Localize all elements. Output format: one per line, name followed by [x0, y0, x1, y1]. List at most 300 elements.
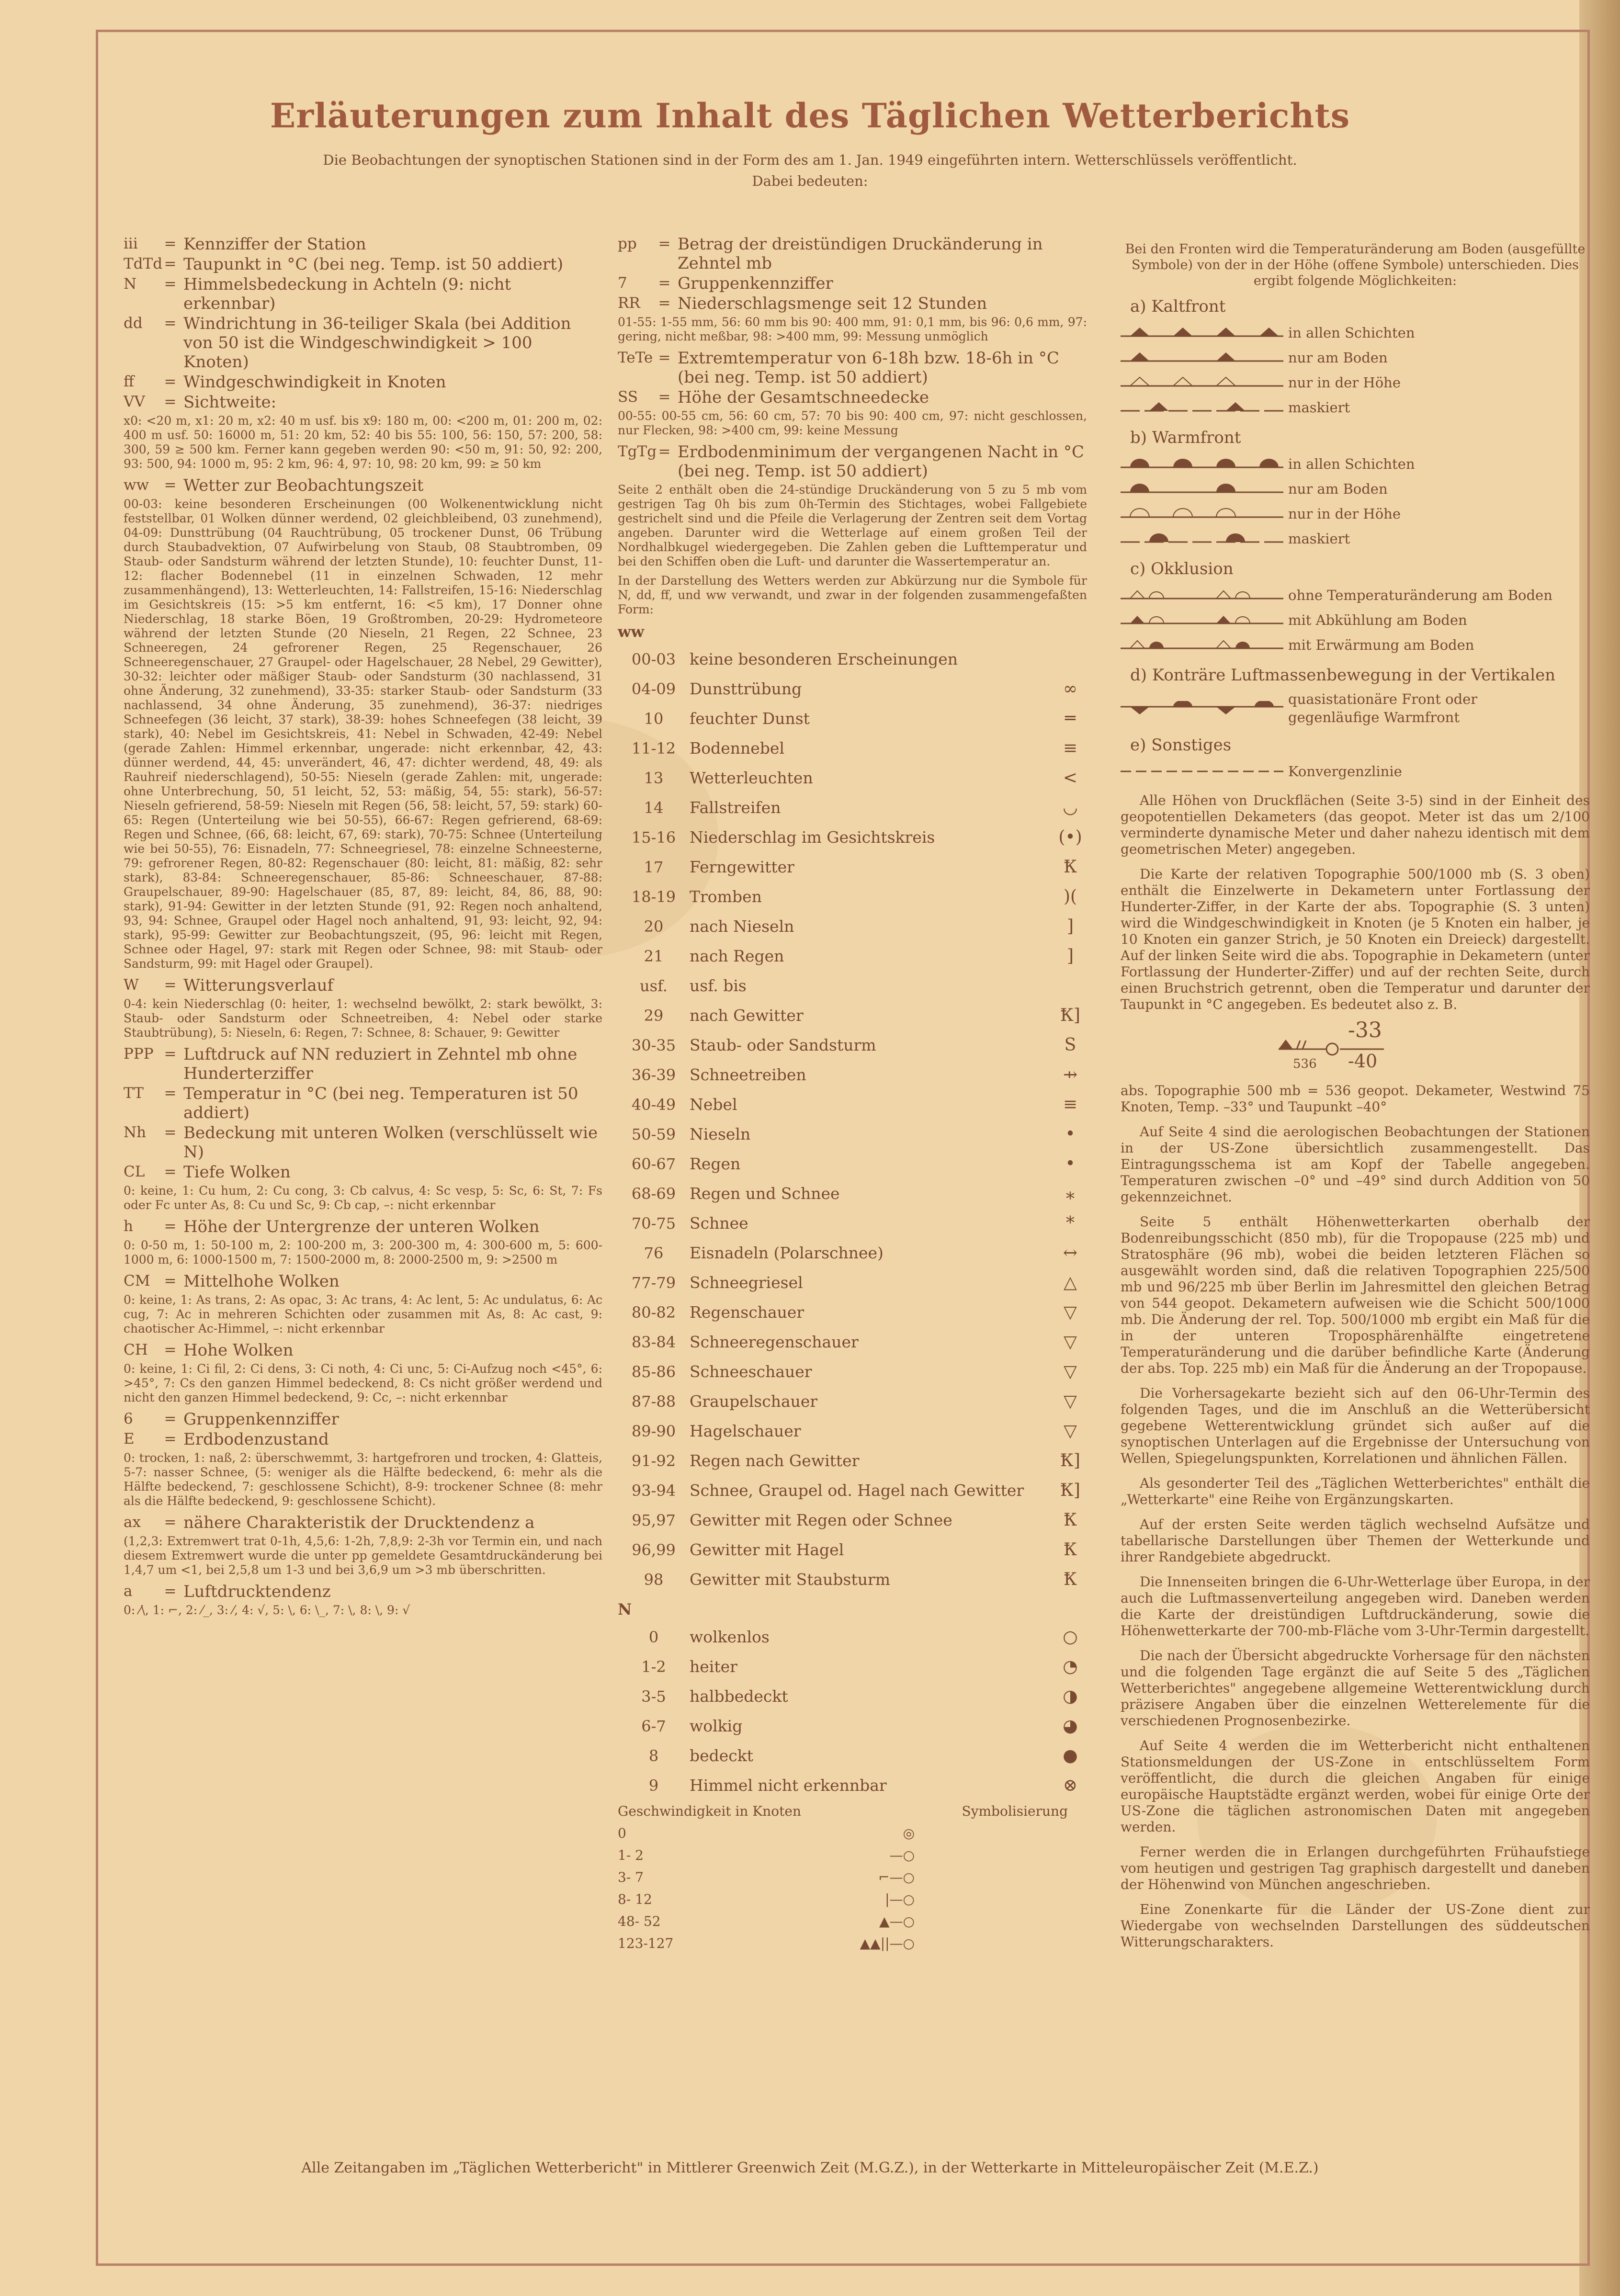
wind-header-right: Symbolisierung [962, 1803, 1068, 1819]
entry-symbol: TeTe [618, 349, 653, 366]
entry-symbol: 6 [124, 1410, 133, 1427]
wind-barb-icon: ⌐—○ [878, 1869, 915, 1885]
paragraph-erlangen: Ferner werden die in Erlangen durchgeführten Frühaufstiege vom heutigen und gestrigen Tag graphisch dargestellt und daneben der Höhenwind von München angeschrieben. [1121, 1844, 1590, 1892]
weather-symbol-icon: ▽ [1064, 1302, 1077, 1322]
ww-code: 87-88 [631, 1392, 676, 1411]
wind_rows-row [618, 1933, 1087, 1955]
entry-h [124, 1217, 602, 1236]
weather-symbol-icon: Ꝁ [1064, 1510, 1077, 1530]
ww-code: 13 [644, 769, 664, 787]
weather-symbol-icon: )( [1063, 887, 1077, 906]
entry-symbol: CM [124, 1272, 150, 1289]
weather-symbol-icon: ▽ [1064, 1391, 1077, 1411]
ww-description: Regen und Schnee [690, 1184, 840, 1203]
weather-symbol-icon: ▽ [1064, 1332, 1077, 1352]
ww-description: Nieseln [690, 1125, 751, 1143]
ww-description: Fallstreifen [690, 798, 781, 817]
ww_rows-row [618, 1209, 1087, 1238]
ww_rows-row [618, 763, 1087, 793]
entry-symbol: Nh [124, 1124, 147, 1141]
entry-ww [124, 476, 602, 495]
entry-detail: x0: <20 m, x1: 20 m, x2: 40 m usf. bis x9: 180 m, 00: <200 m, 01: 200 m, 02: 400 m usf. 50: 16000 m, 51: 20 km, 52: 40 bis 55: 100, 56: 150, 57: 200, 58: 300, 59 ≥ 500 km. Ferner kann gegeben werden 90: <50 m, 91: 50, 92: 200, 93: 500, 94: 1000 m, 95: 2 km, 96: 4, 97: 10, 98: 20 km, 99: ≥ 50 km [124, 414, 602, 471]
cloud-cover-code: 6-7 [641, 1717, 666, 1735]
entry-label: Gruppenkennziffer [183, 1410, 339, 1429]
equals-sign: = [164, 255, 177, 272]
ww-description: Schneeschauer [690, 1362, 812, 1381]
entry-ppp [124, 1045, 602, 1083]
equals-sign: = [164, 1045, 177, 1063]
entry-symbol: TdTd [124, 255, 163, 272]
equals-sign: = [164, 1341, 177, 1358]
paragraph-zone-map: Eine Zonenkarte für die Länder der US-Zone dient zur Wiedergabe von wechselnden Darstellungen des süddeutschen Witterungscharakters. [1121, 1901, 1590, 1950]
entry-cl [124, 1163, 602, 1182]
equals-sign: = [164, 1583, 177, 1600]
ww-code: usf. [640, 977, 668, 995]
warm-front-altitude-icon [1121, 507, 1283, 521]
entry-symbol: dd [124, 315, 143, 332]
n-header: N [618, 1600, 632, 1618]
entry-symbol: TT [124, 1085, 144, 1102]
entry-detail: 0: keine, 1: Ci fil, 2: Ci dens, 3: Ci noth, 4: Ci unc, 5: Ci-Aufzug noch <45°, 6: >45°, 7: Cs den ganzen Himmel bedeckend, 8: Cs nicht größer werdend und nicht den ganzen Himmel bedeckend, 9: Cc, –: nicht erkennbar [124, 1362, 602, 1404]
entry-tgtg [618, 442, 1087, 481]
warm-front-title: b) Warmfront [1130, 428, 1241, 447]
entry-label: Kennziffer der Station [183, 235, 366, 254]
weather-symbol-icon: * [1066, 1213, 1075, 1233]
front-row [1121, 452, 1590, 476]
entry-seven [618, 274, 1087, 293]
weather-symbol-icon: ≡ [1063, 738, 1078, 758]
paragraph-seite4: Auf Seite 4 sind die aerologischen Beobachtungen der Stationen in der US-Zone übersichtlich zusammengestellt. Das Eintragungsschema ist am Kopf der Tabelle angegeben. Temperaturen zwischen –0° und –49° sind durch Addition von 50 gekennzeichnet. [1121, 1124, 1590, 1205]
ww_rows-row [618, 1505, 1087, 1535]
entry-rr [618, 294, 1087, 313]
ww-description: Wetterleuchten [690, 769, 813, 787]
entry-pp [618, 235, 1087, 273]
entry-tdtd [124, 255, 602, 274]
ww-description: Regenschauer [690, 1303, 804, 1322]
weather-symbol-icon: △ [1064, 1273, 1077, 1292]
front-row [1121, 526, 1590, 551]
front-label: Konvergenzlinie [1288, 763, 1402, 780]
convergence-line-icon [1121, 764, 1283, 779]
entry-label: Taupunkt in °C (bei neg. Temp. ist 50 addiert) [183, 255, 564, 274]
ww_rows-row [618, 852, 1087, 882]
paragraph-example: abs. Topographie 500 mb = 536 geopot. Dekameter, Westwind 75 Knoten, Temp. –33° und Taupunkt –40° [1121, 1083, 1590, 1115]
ww-code: 95,97 [632, 1511, 676, 1529]
ww_rows-row [618, 823, 1087, 852]
entry-label: Hohe Wolken [183, 1341, 294, 1360]
weather-symbol-icon: ↔ [1063, 1243, 1078, 1263]
ww-code: 11-12 [631, 739, 676, 758]
front-row [1121, 633, 1590, 657]
wind_rows-row [618, 1866, 1087, 1889]
entry-detail: 01-55: 1-55 mm, 56: 60 mm bis 90: 400 mm, 91: 0,1 mm, bis 96: 0,6 mm, 97: gering, nicht meßbar, 98: >400 mm, 99: Messung unmöglich [618, 315, 1087, 343]
ww_rows-row [618, 941, 1087, 971]
ww-code: 89-90 [631, 1422, 676, 1440]
entry-label: Wetter zur Beobachtungszeit [183, 476, 424, 495]
entry-symbol: iii [124, 235, 138, 252]
occlusion-cooling-icon [1121, 613, 1283, 627]
cloud-cover-icon: ● [1063, 1746, 1078, 1765]
ww-code: 80-82 [631, 1303, 676, 1322]
weather-symbol-icon: Ꝁ [1064, 1570, 1077, 1589]
ww-description: Bodennebel [690, 739, 785, 758]
ww_rows-row [618, 1030, 1087, 1060]
cloud-cover-description: wolkenlos [690, 1628, 770, 1646]
paragraph-forecast: Die Vorhersagekarte bezieht sich auf den 06-Uhr-Termin des folgenden Tages, und die im Anschluß an die Wetterübersicht gegebene Wetterentwicklung gründet sich außer auf die synoptischen Unterlagen auf die Ergebnisse der Untersuchung von Wellen, Spiegelungspunkten, Korrelationen und ähnlichen Fällen. [1121, 1385, 1590, 1466]
other-title: e) Sonstiges [1130, 735, 1232, 755]
cloud-cover-code: 8 [648, 1747, 659, 1765]
ww-code: 14 [644, 799, 664, 817]
cloud-cover-description: Himmel nicht erkennbar [690, 1776, 887, 1795]
ww_rows-row [618, 704, 1087, 734]
ww-description: nach Regen [690, 947, 784, 965]
fronts-intro: Bei den Fronten wird die Temperaturänderung am Boden (ausgefüllte Symbole) von der in der Höhe (offene Symbole) unterschieden. Dies ergibt folgende Möglichkeiten: [1125, 242, 1586, 288]
front-row [1121, 395, 1590, 420]
wind-header-left: Geschwindigkeit in Knoten [618, 1803, 801, 1819]
entry-symbol: VV [124, 393, 145, 410]
occlusion-warming-icon [1121, 638, 1283, 652]
ww_rows-row [618, 734, 1087, 763]
entry-symbol: N [124, 275, 137, 293]
entry-label: Temperatur in °C (bei neg. Temperaturen ist 50 addiert) [183, 1084, 578, 1122]
cloud-cover-code: 1-2 [641, 1658, 666, 1676]
weather-symbol-icon: ⇸ [1063, 1065, 1078, 1085]
entry-e [124, 1430, 602, 1449]
entry-nh [124, 1123, 602, 1162]
wind_rows-row [618, 1911, 1087, 1933]
ww_rows-row [618, 1357, 1087, 1387]
front-label: mit Erwärmung am Boden [1288, 637, 1474, 653]
wind_rows-row [618, 1889, 1087, 1911]
n_rows-row [618, 1652, 1087, 1682]
front-label: ohne Temperaturänderung am Boden [1288, 587, 1552, 603]
ww-description: Regen [690, 1154, 741, 1173]
column-middle [618, 235, 1087, 1955]
entry-symbol: 7 [618, 274, 627, 292]
ww_rows-row [618, 912, 1087, 941]
ww-description: feuchter Dunst [690, 709, 810, 728]
ww_rows-row [618, 674, 1087, 704]
entry-label: Extremtemperatur von 6-18h bzw. 18-6h in °C (bei neg. Temp. ist 50 addiert) [678, 349, 1059, 387]
ww_rows-row [618, 1238, 1087, 1268]
ww_rows-row [618, 793, 1087, 823]
front-row [1121, 689, 1590, 727]
footer-note: Alle Zeitangaben im „Täglichen Wetterbericht" in Mittlerer Greenwich Zeit (M.G.Z.), in der Wetterkarte in Mitteleuropäischer Zeit (M.E.Z.) [301, 2160, 1319, 2176]
cold-front-ground-icon [1121, 351, 1283, 365]
weather-symbol-icon: ▽ [1064, 1362, 1077, 1381]
entry-symbol: E [124, 1430, 135, 1448]
weather-symbol-icon: ◡ [1063, 798, 1078, 817]
equals-sign: = [164, 235, 177, 252]
wind_rows-row [618, 1822, 1087, 1844]
equals-sign: = [164, 275, 177, 293]
entry-label: Erdbodenzustand [183, 1430, 329, 1449]
ww_rows-row [618, 971, 1087, 1001]
paragraph-first-page: Auf der ersten Seite werden täglich wechselnd Aufsätze und tabellarische Darstellungen über Themen der Wetterkunde und ihrer Randgebiete abgedruckt. [1121, 1516, 1590, 1565]
cloud-cover-description: wolkig [690, 1717, 743, 1735]
n_rows-row [618, 1711, 1087, 1741]
cold-front-all-layers-icon [1121, 326, 1283, 340]
entry-ch [124, 1341, 602, 1360]
weather-symbol-icon: < [1063, 768, 1078, 788]
wind-speed-code: 48- 52 [618, 1913, 661, 1929]
entry-symbol: a [124, 1583, 133, 1600]
ww-description: Hagelschauer [690, 1422, 801, 1440]
ww_rows-row [618, 1179, 1087, 1209]
ww_rows-row [618, 1387, 1087, 1416]
equals-sign: = [164, 1163, 177, 1180]
entry-detail: 0-4: kein Niederschlag (0: heiter, 1: wechselnd bewölkt, 2: stark bewölkt, 3: Staub- oder Sandsturm oder Schneetreiben, 4: Nebel oder starke Staubtrübung), 5: Nieseln, 6: Regen, 7: Schnee, 8: Schauer, 9: Gewitter [124, 997, 602, 1040]
equals-sign: = [164, 476, 177, 494]
paragraph-stations: Auf Seite 4 werden die im Wetterbericht nicht enthaltenen Stationsmeldungen der US-Zone in entschlüsseltem Form veröffentlicht, die durch die gleichen Angaben für einige europäische Hauptstädte ergänzt werden, wobei für einige Orte der US-Zone die täglichen astronomischen Daten mit angegeben werden. [1121, 1738, 1590, 1835]
entry-symbol: ww [124, 476, 149, 494]
ww-description: Graupelschauer [690, 1392, 818, 1411]
entry-iii [124, 235, 602, 254]
entry-ff [124, 373, 602, 392]
seite2-paragraph-b: In der Darstellung des Wetters werden zur Abkürzung nur die Symbole für N, dd, ff, und ww verwandt, und zwar in der folgenden zusammengefaßten Form: [618, 574, 1087, 616]
n_rows-row [618, 1771, 1087, 1800]
weather-symbol-icon: ∞ [1063, 679, 1077, 699]
cloud-cover-list [618, 1622, 1087, 1800]
weather-symbol-icon: S [1064, 1035, 1076, 1055]
cloud-cover-icon: ○ [1063, 1627, 1078, 1647]
occlusion-title: c) Okklusion [1130, 559, 1234, 578]
entry-detail: 0: ⁄\, 1: ⌐, 2: ⁄_, 3: ⁄, 4: √, 5: \, 6: \_, 7: \, 8: \, 9: √ [124, 1603, 410, 1617]
subtitle-line-2: Dabei bedeuten: [752, 173, 868, 189]
front-row [1121, 476, 1590, 501]
ww-code: 70-75 [631, 1214, 676, 1233]
ww-code: 17 [644, 858, 664, 876]
ww-code: 29 [644, 1007, 664, 1025]
entry-symbol: h [124, 1218, 133, 1235]
ww-description: Eisnadeln (Polarschnee) [690, 1244, 884, 1262]
cloud-cover-code: 0 [648, 1628, 659, 1646]
ww-code: 98 [644, 1571, 664, 1589]
cloud-cover-icon: ◑ [1063, 1686, 1078, 1706]
ww-code: 85-86 [631, 1363, 676, 1381]
entry-label: Bedeckung mit unteren Wolken (verschlüsselt wie N) [183, 1123, 598, 1162]
ww_rows-row [618, 1149, 1087, 1179]
front-label: in allen Schichten [1288, 325, 1415, 341]
ww-code: 20 [644, 917, 664, 936]
ww-description: Ferngewitter [690, 858, 794, 876]
weather-symbol-icon: (•) [1058, 827, 1082, 847]
ww-code: 10 [644, 710, 664, 728]
entry-a [124, 1582, 602, 1601]
ww-code: 30-35 [631, 1036, 676, 1054]
cloud-cover-description: heiter [690, 1657, 737, 1676]
ww-code: 76 [644, 1244, 664, 1262]
ww_rows-row [618, 1565, 1087, 1595]
ww-code: 40-49 [631, 1096, 676, 1114]
occlusion-neutral-icon [1121, 588, 1283, 602]
wind-barb-icon: ◎ [903, 1825, 915, 1841]
entry-n [124, 275, 602, 313]
example-temperature: -33 [1348, 1018, 1382, 1042]
weather-symbol-icon: • [1065, 1154, 1076, 1174]
page-title: Erläuterungen zum Inhalt des Täglichen Wetterberichts [270, 96, 1350, 136]
entry-ss [618, 388, 1087, 407]
entry-label: Niederschlagsmenge seit 12 Stunden [678, 294, 987, 313]
wind_rows-row [618, 1844, 1087, 1866]
entry-symbol: PPP [124, 1045, 154, 1063]
weather-symbol-icon: ≡ [1063, 1095, 1078, 1114]
front-row [1121, 759, 1590, 784]
entry-dd [124, 314, 602, 372]
paragraph-inner-pages: Die Innenseiten bringen die 6-Uhr-Wetterlage über Europa, in der auch die Luftmassenverteilung angegeben wird. Daneben werden die Karte der dreistündigen Luftdruckänderung, sowie die Höhenwetterkarte der 700-mb-Fläche vom 3-Uhr-Termin dargestellt. [1121, 1574, 1590, 1639]
equals-sign: = [164, 315, 177, 332]
paragraph-prognosis: Die nach der Übersicht abgedruckte Vorhersage für den nächsten und die folgenden Tage ergänzt die auf Seite 5 des „Täglichen Wetterberichtes" angegebene allgemeine Wetterentwicklung durch präzisere Angaben über die einzelnen Wetterelemente für die verschiedenen Prognosenbezirke. [1121, 1648, 1590, 1729]
entry-symbol: CH [124, 1341, 148, 1358]
entry-label: Mittelhohe Wolken [183, 1272, 340, 1291]
cold-front-altitude-icon [1121, 375, 1283, 390]
n_rows-row [618, 1741, 1087, 1771]
front-label: nur in der Höhe [1288, 506, 1401, 522]
front-label: in allen Schichten [1288, 456, 1415, 472]
ww-code: 60-67 [631, 1155, 676, 1173]
warm-front-all-layers-icon [1121, 457, 1283, 471]
equals-sign: = [658, 274, 671, 292]
ww-description: keine besonderen Erscheinungen [690, 650, 958, 668]
entry-label: Höhe der Gesamtschneedecke [678, 388, 929, 407]
front-label: maskiert [1288, 399, 1350, 416]
equals-sign: = [164, 1410, 177, 1427]
ww_rows-row [618, 645, 1087, 674]
weather-symbol-icon: ] [1066, 916, 1074, 936]
ww_rows-row [618, 1120, 1087, 1149]
wind-speed-code: 1- 2 [618, 1847, 644, 1863]
topography-example [1274, 1018, 1590, 1074]
weather-symbol-icon: ⁎ [1066, 1184, 1075, 1203]
front-label: nur in der Höhe [1288, 374, 1401, 391]
weather-symbol-icon: Ꝁ [1064, 1540, 1077, 1560]
entry-ax [124, 1513, 602, 1532]
entry-label: Witterungsverlauf [183, 976, 334, 995]
weather-symbol-icon: Ꝁ] [1060, 1481, 1080, 1500]
wind-speed-code: 3- 7 [618, 1869, 644, 1885]
contrary-movement-title: d) Konträre Luftmassenbewegung in der Vertikalen [1130, 666, 1556, 685]
equals-sign: = [164, 1124, 177, 1141]
ww-code: 36-39 [631, 1066, 676, 1084]
front-label: maskiert [1288, 531, 1350, 547]
ww-header: ww [618, 622, 645, 641]
equals-sign: = [164, 1218, 177, 1235]
entry-label: nähere Charakteristik der Drucktendenz a [183, 1513, 535, 1532]
equals-sign: = [658, 235, 671, 252]
ww-description: Schneegriesel [690, 1273, 803, 1292]
entry-tt [124, 1084, 602, 1122]
ww-description: Gewitter mit Hagel [690, 1540, 844, 1559]
wind-header [618, 1800, 1087, 1822]
weather-symbol-icon: ═ [1065, 709, 1076, 728]
paragraph-wetterkarte: Als gesonderter Teil des „Täglichen Wetterberichtes" enthält die „Wetterkarte" eine Reihe von Ergänzungskarten. [1121, 1475, 1590, 1507]
ww_rows-row [618, 1446, 1087, 1476]
ww_rows-row [618, 1298, 1087, 1327]
wind-barb-icon: ▲▲||—○ [860, 1935, 915, 1951]
example-dewpoint: -40 [1348, 1051, 1378, 1072]
ww-description: Niederschlag im Gesichtskreis [690, 828, 935, 847]
equals-sign: = [164, 976, 177, 994]
cold-front-title: a) Kaltfront [1130, 297, 1226, 316]
entry-symbol: RR [618, 294, 640, 312]
ww-description: Gewitter mit Regen oder Schnee [690, 1511, 952, 1529]
wind-speed-code: 8- 12 [618, 1891, 652, 1907]
ww-description: usf. bis [690, 976, 747, 995]
paragraph-seite5: Seite 5 enthält Höhenwetterkarten oberhalb der Bodenreibungsschicht (850 mb), für die Tropopause (225 mb) und Stratosphäre (96 mb), wobei die beiden letzteren Flächen so ausgewählt worden sind, daß die relativen Topographien 225/500 mb und 96/225 mb über Berlin im Jahresmittel den gleichen Betrag von 544 geopot. Dekametern aufweisen wie die Schicht 500/1000 mb. Die Änderung der rel. Top. 500/1000 mb ergibt ein Maß für die in der unteren Troposphärenhälfte eingetretene Temperaturänderung und die darüber befindliche Karte (Änderung der abs. Top. 225 mb) ein Maß für die Änderung an der Tropopause. [1121, 1214, 1590, 1376]
front-row [1121, 501, 1590, 526]
entry-label: Betrag der dreistündigen Druckänderung in Zehntel mb [678, 235, 1043, 273]
front-label: nur am Boden [1288, 350, 1388, 366]
entry-detail: (1,2,3: Extremwert trat 0-1h, 4,5,6: 1-2h, 7,8,9: 2-3h vor Termin ein, und nach diesem Extremwert wurde die unter pp gemeldete Gesamtdruckänderung bei 1,4,7 um <1, bei 2,5,8 um 1-3 und bei 3,6,9 um >3 mb überschritten. [124, 1534, 602, 1577]
weather-symbol-icon: ▽ [1064, 1421, 1077, 1441]
equals-sign: = [658, 388, 671, 406]
entry-label: Luftdruck auf NN reduziert in Zehntel mb ohne Hunderterziffer [183, 1045, 578, 1083]
ww-list [618, 645, 1087, 1595]
ww-code: 77-79 [631, 1274, 676, 1292]
ww-code: 83-84 [631, 1333, 676, 1351]
cold-front-masked-icon [1121, 400, 1283, 415]
cloud-cover-code: 3-5 [641, 1687, 666, 1706]
ww_rows-row [618, 1327, 1087, 1357]
front-label: nur am Boden [1288, 481, 1388, 497]
paragraph-topography: Die Karte der relativen Topographie 500/1000 mb (S. 3 oben) enthält die Einzelwerte in Dekametern unter Fortlassung der Hunderter-Ziffer, in der Karte der abs. Topographie (S. 3 unten) wird die Windgeschwindigkeit in Knoten (je 5 Knoten ein halber, je 10 Knoten ein ganzer Strich, je 50 Knoten ein Dreieck) dargestellt. Auf der linken Seite wird die abs. Topographie in Dekametern (unter Fortlassung der Hunderter-Ziffer) und auf der rechten Seite, durch einen Bruchstrich getrennt, oben die Temperatur und darunter der Taupunkt in °C angegeben. Es bedeutet also z. B. [1121, 866, 1590, 1012]
wind-speed-code: 123-127 [618, 1935, 674, 1951]
entry-label: Tiefe Wolken [183, 1163, 291, 1182]
ww-code: 93-94 [631, 1482, 676, 1500]
weather-symbol-icon: ] [1066, 946, 1074, 966]
entry-cm [124, 1272, 602, 1291]
column-right [1121, 239, 1590, 1959]
entry-label: Gruppenkennziffer [678, 274, 833, 293]
ww-code: 04-09 [631, 680, 676, 698]
ww_rows-row [618, 1090, 1087, 1120]
ww-code: 15-16 [631, 828, 676, 847]
weather-symbol-icon: Ꝁ] [1060, 1006, 1080, 1025]
entry-label: Himmelsbedeckung in Achteln (9: nicht erkennbar) [183, 275, 511, 313]
entry-w [124, 976, 602, 995]
ww-description: Gewitter mit Staubsturm [690, 1570, 891, 1589]
entry-detail: 0: keine, 1: Cu hum, 2: Cu cong, 3: Cb calvus, 4: Sc vesp, 5: Sc, 6: St, 7: Fs oder Fc unter As, 8: Cu und Sc, 9: Cb cap, –: nicht erkennbar [124, 1184, 602, 1212]
ww-code: 50-59 [631, 1125, 676, 1143]
subtitle-line-1: Die Beobachtungen der synoptischen Stationen sind in der Form des am 1. Jan. 1949 eingeführten intern. Wetterschlüssels veröffentlicht. [323, 152, 1297, 168]
entry-label: Windgeschwindigkeit in Knoten [183, 373, 446, 392]
entry-symbol: pp [618, 235, 637, 252]
entry-six [124, 1410, 602, 1429]
ww-code: 96,99 [632, 1541, 676, 1559]
warm-front-ground-icon [1121, 482, 1283, 496]
front-row [1121, 583, 1590, 608]
n_rows-row [618, 1682, 1087, 1711]
ww-code: 68-69 [631, 1185, 676, 1203]
ww-description: Dunsttrübung [690, 679, 802, 698]
entry-symbol: TgTg [618, 443, 657, 460]
equals-sign: = [164, 1272, 177, 1289]
subtitle [0, 149, 1620, 192]
ww-description: Schneetreiben [690, 1065, 806, 1084]
equals-sign: = [164, 393, 177, 410]
entry-detail: 00-03: keine besonderen Erscheinungen (00 Wolkenentwicklung nicht feststellbar, 01 Wolken dünner werdend, 02 gleichbleibend, 03 zunehmend), 04-09: Dunsttrübung (04 Rauchtrübung, 05 trockener Dunst, 06 Trübung durch Staubadvektion, 07 Aufwirbelung von Staub, 08 Staubtromben, 09 Staub- oder Sandsturm während der letzten Stunde), 10: feuchter Dunst, 11-12: flacher Bodennebel (11 in einzelnen Schwaden, 12 mehr zusammenhängend), 13: Wetterleuchten, 14: Fallstreifen, 15-16: Niederschlag im Gesichtskreis (15: >5 km entfernt, 16: <5 km), 17 Donner ohne Niederschlag, 18 starke Böen, 19 Großtromben, 20-29: Hydrometeore während der letzten Stunde (20 Nieseln, 21 Regen, 22 Schnee, 23 Schneeregen, 24 gefrorener Regen, 25 Regenschauer, 26 Schneeregenschauer, 27 Graupel- oder Hagelschauer, 28 Nebel, 29 Gewitter), 30-32: leichter oder mäßiger Staub- oder Sandsturm (30 nachlassend, 31 ohne Änderung, 32 zunehmend), 33-35: starker Staub- oder Sandsturm (33 nachlassend, 34 ohne Änderung, 35 zunehmend), 36-37: niedriges Schneefegen (36 leicht, 37 stark), 38-39: hohes Schneefegen (38 leicht, 39 stark), 40: Nebel im Gesichtskreis, 41: Nebel in Schwaden, 42-49: Nebel (gerade Zahlen: Himmel erkennbar, ungerade: nicht erkennbar, 42, 43: dünner werdend, 44, 45: unverändert, 46, 47: dichter werdend, 48, 49: als Rauhreif niederschlagend), 50-55: Nieseln (gerade Zahlen: mit, ungerade: ohne Unterbrechung, 50, 51 leicht, 52, 53: mäßig, 54, 55: stark), 56-57: Nieseln gefrierend, 58-59: Nieseln mit Regen (56, 58: leicht, 57, 59: stark) 60-65: Regen (Unterteilung wie bei 50-55), 66-67: Regen gefrierend, 68-69: Regen und Schnee, (66, 68: leicht, 67, 69: stark), 70-75: Schnee (Unterteilung wie bei 50-55), 76: Eisnadeln, 77: Schneegriesel, 78: einzelne Schneesterne, 79: gefrorener Regen, 80-82: Regenschauer (80: leicht, 81: mäßig, 82: sehr stark), 83-84: Schneeregenschauer, 85-86: Schneeschauer, 87-88: Graupelschauer, 89-90: Hagelschauer (85, 87, 89: leicht, 84, 86, 88, 90: stark), 91-94: Gewitter in der letzten Stunde (91, 92: Regen noch anhaltend, 93, 94: Schnee, Graupel oder Hagel noch anhaltend, 91, 93: leicht, 92, 94: stark), 95-99: Gewitter zur Beobachtungszeit, (95, 96: leicht mit Regen, Schnee oder Hagel, 97: stark mit Regen oder Schnee, 98: mit Staub- oder Sandsturm, 99: mit Hagel oder Graupel). [124, 497, 602, 971]
ww-code: 91-92 [631, 1452, 676, 1470]
entry-symbol: ax [124, 1514, 141, 1531]
ww_rows-row [618, 1416, 1087, 1446]
wind-speed-list [618, 1822, 1087, 1955]
front-label: quasistationäre Front oder gegenläufige Warmfront [1288, 691, 1478, 725]
wind-barb-icon: |—○ [885, 1891, 915, 1907]
front-row [1121, 320, 1590, 345]
equals-sign: = [164, 1430, 177, 1448]
warm-front-masked-icon [1121, 532, 1283, 546]
ww-description: Regen nach Gewitter [690, 1451, 860, 1470]
